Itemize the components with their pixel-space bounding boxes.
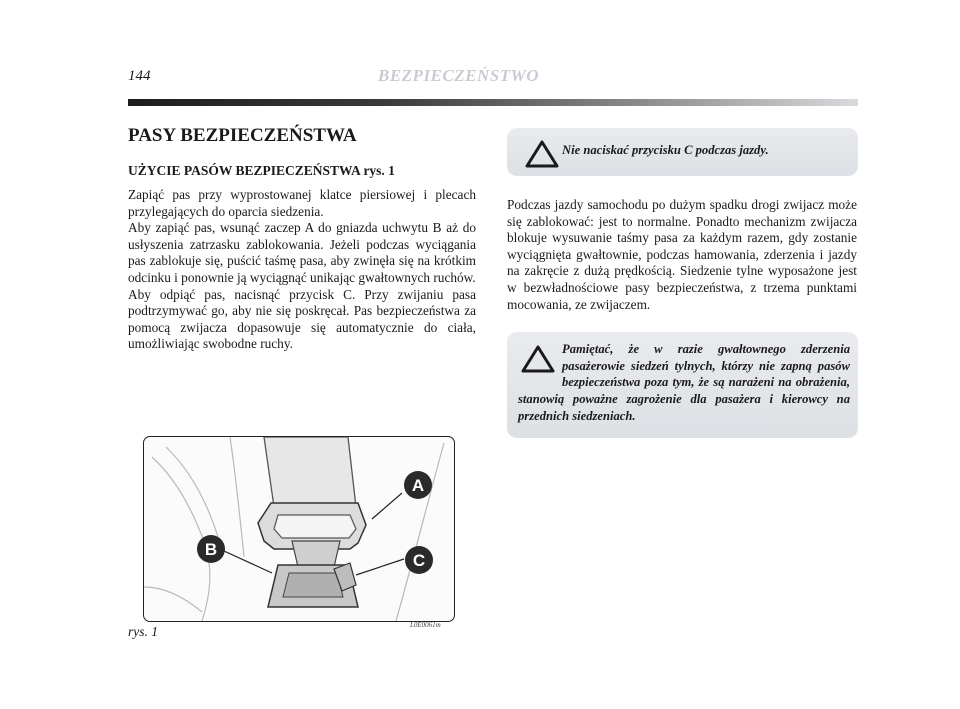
header-rule [128,99,858,106]
warning-triangle-icon [525,140,559,168]
paragraph: Aby odpiąć pas, nacisnąć przycisk C. Przy zwijaniu pasa podtrzymywać go, aby nie się poskręcał. Pas bezpieczeństwa za pomocą zwijacza dopasowuje się automatycznie do ciała, umożliwiając swobodne ruchy. [128,286,476,352]
running-header: BEZPIECZEŃSTWO [378,66,539,85]
label-a-badge [404,471,432,499]
label-b: B [204,540,218,559]
warning-box-2 [507,332,858,438]
figure-caption: rys. 1 [128,624,158,639]
warning-box-1 [507,128,858,176]
page-number: 144 [128,68,151,84]
warning-text: Pamiętać, że w razie gwałtownego zderzenia pasażerowie siedzeń tylnych, którzy nie zapną pasów bezpieczeństwa poza tym, że są narażeni na obrażenia, stanowią poważne zagrożenie dla pasażera i kierowcy na przednich siedzeniach. [518,342,850,423]
figure-code: L0E0061m [410,621,441,629]
seatbelt-illustration [144,437,454,621]
label-c: C [412,551,426,570]
label-a: A [411,476,425,495]
right-body-text: Podczas jazdy samochodu po dużym spadku drogi zwijacz może się zablokować: jest to normalne. Ponadto mechanizm zwijacza blokuje wysuwanie taśmy pasa za każdym razem, gdy zostanie wyciągnięta gwałtownie, podczas hamowania, zderzenia i jazdy na zakręcie z dużą prędkością. Siedzenie tylne wyposażone jest w bezwładnościowe pasy bezpieczeństwa, z trzema punktami mocowania, ze zwijaczem. [507,197,857,312]
section-title: PASY BEZPIECZEŃSTWA [128,125,357,146]
paragraph: Aby zapiąć pas, wsunąć zaczep A do gniazda uchwytu B aż do usłyszenia zatrzasku zablokowania. Jeżeli podczas wyciągania pas zablokuje się, puścić taśmę pasa, aby zwinęła się na krótkim odcinku i ponownie ją wyciągnąć unikając gwałtownych ruchów. [128,220,476,285]
left-body-text [128,187,476,353]
label-b-badge [197,535,225,563]
subsection-title: UŻYCIE PASÓW BEZPIECZEŃSTWA rys. 1 [128,163,395,178]
warning-text: Nie naciskać przycisku C podczas jazdy. [562,143,769,157]
figure-seatbelt-buckle [143,436,455,622]
label-c-badge [405,546,433,574]
paragraph: Zapiąć pas przy wyprostowanej klatce piersiowej i plecach przylegających do oparcia siedzenia. [128,187,476,219]
